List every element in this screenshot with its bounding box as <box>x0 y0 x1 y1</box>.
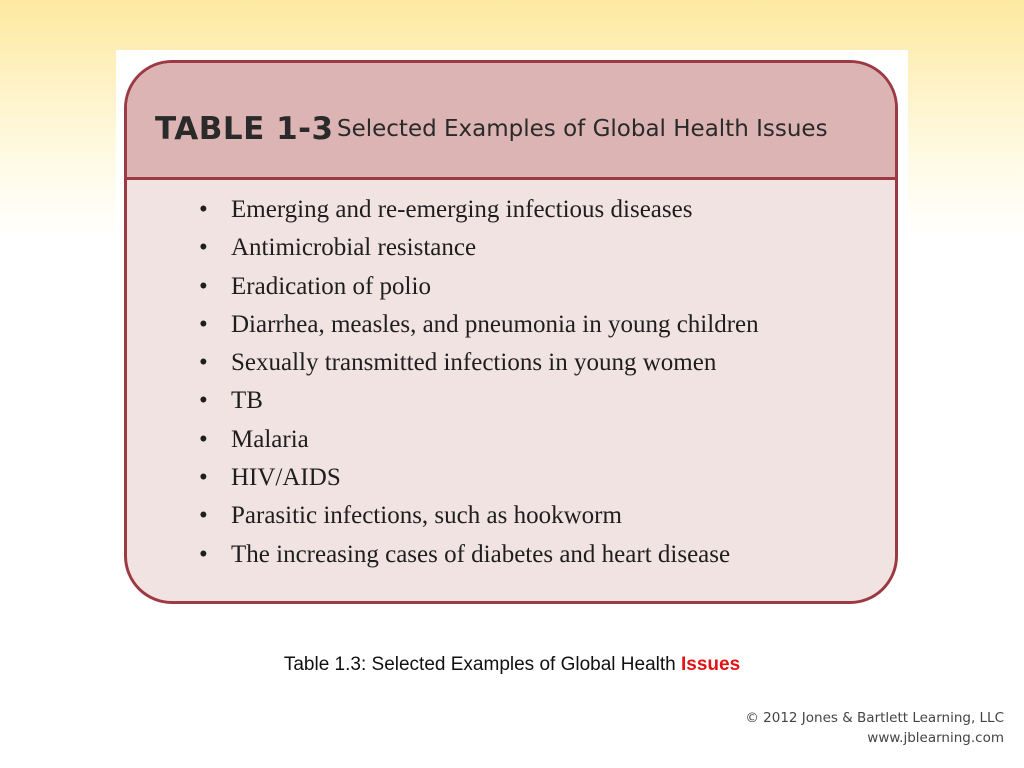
bullet-icon: • <box>199 349 208 377</box>
caption-accent: Issues <box>680 654 741 675</box>
bullet-icon: • <box>199 425 208 453</box>
list-item-text: Emerging and re-emerging infectious diseases <box>231 196 693 223</box>
bullet-icon: • <box>199 540 208 568</box>
caption-text: Table 1.3: Selected Examples of Global Health <box>283 654 681 675</box>
bullet-icon: • <box>199 387 208 415</box>
copyright-text: © 2012 Jones & Bartlett Learning, LLC <box>745 710 1004 726</box>
list-item-text: HIV/AIDS <box>231 464 341 492</box>
bullet-icon: • <box>199 310 208 338</box>
list-item-text: The increasing cases of diabetes and heart disease <box>231 540 731 568</box>
table-header <box>127 63 895 180</box>
bullet-icon: • <box>199 502 208 530</box>
list-item-text: Sexually transmitted infections in young women <box>231 349 717 377</box>
slide-caption <box>0 654 1024 676</box>
list-item-text: Eradication of polio <box>231 272 431 300</box>
website-text: www.jblearning.com <box>867 730 1004 746</box>
list-item-text: Parasitic infections, such as hookworm <box>231 502 622 530</box>
list-item-text: Malaria <box>231 425 309 453</box>
bullet-icon: • <box>199 272 208 300</box>
copyright-footer <box>745 708 1004 748</box>
table-label: TABLE 1-3 <box>155 111 334 147</box>
list-item-text: TB <box>231 387 263 415</box>
list-item-text: Diarrhea, measles, and pneumonia in young children <box>231 310 759 338</box>
list-item-text: Antimicrobial resistance <box>231 234 477 262</box>
bullet-icon: • <box>199 196 208 223</box>
bullet-icon: • <box>199 234 208 262</box>
table-box <box>124 60 898 604</box>
table-title: Selected Examples of Global Health Issues <box>337 116 828 142</box>
bullet-icon: • <box>199 464 208 492</box>
table-image <box>116 50 908 620</box>
